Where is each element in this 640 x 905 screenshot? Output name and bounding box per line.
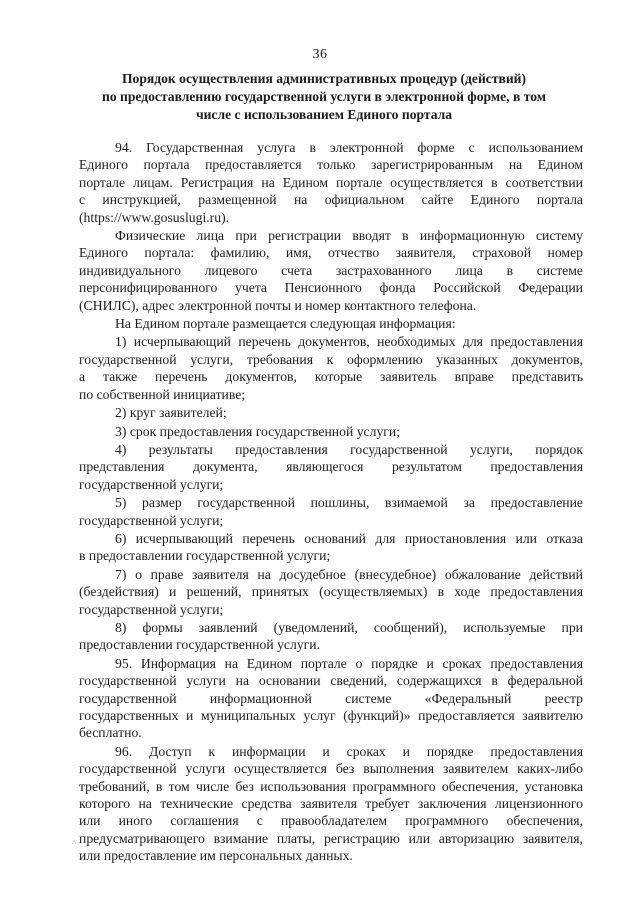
heading-line: Порядок осуществления административных процедур (действий) (121, 71, 527, 86)
text-line: государственной услуги; (79, 476, 224, 492)
document-body (79, 139, 583, 866)
text-line: Единого портала предоставляется только зарегистрированным на Едином (79, 157, 583, 173)
page-number: 36 (312, 47, 328, 62)
text-line: предусматривающего взимание платы, регистрацию или авторизацию заявителя, (79, 830, 583, 846)
paragraph (79, 655, 583, 742)
scan-artifact: ^ (72, 838, 77, 848)
text-line: или иного соглашения с правообладателем программного обеспечения, (79, 813, 583, 829)
paragraph (79, 566, 583, 618)
section-heading (84, 70, 564, 124)
paragraph (79, 404, 583, 421)
text-line: государственной услуги на основании сведений, содержащихся в федеральной (79, 673, 583, 689)
text-line: портале лицам. Регистрация на Едином портале осуществляется в соответствии (79, 174, 583, 190)
text-line: предоставлении государственной услуги. (79, 637, 321, 653)
text-line: 5) размер государственной пошлины, взимаемой за предоставление (115, 495, 583, 511)
text-line: государственной информационной системе «Федеральный реестр (79, 690, 583, 706)
text-line: 3) срок предоставления государственной услуги; (115, 423, 401, 439)
text-line: 8) формы заявлений (уведомлений, сообщений), используемые при (115, 619, 583, 635)
text-line: 1) исчерпывающий перечень документов, необходимых для предоставления (115, 334, 583, 350)
text-line: бесплатно. (79, 725, 142, 741)
text-line: или предоставление им персональных данных. (79, 848, 353, 864)
text-line: требований, в том числе без использования программного обеспечения, установка (79, 778, 583, 794)
text-line: персонифицированного учета Пенсионного фонда Российской Федерации (79, 280, 583, 296)
heading-line: по предоставлению государственной услуги в электронной форме, в том (101, 89, 546, 104)
text-line: Единого портала: фамилию, имя, отчество заявителя, страховой номер (79, 245, 583, 261)
text-line: 96. Доступ к информации и сроках и порядке предоставления (115, 743, 583, 759)
text-line: государственной услуги осуществляется без выполнения заявителем каких-либо (79, 761, 583, 777)
text-line: а также перечень документов, которые заявитель вправе представить (79, 369, 583, 385)
paragraph (79, 333, 583, 403)
text-line: (СНИЛС), адрес электронной почты и номер контактного телефона. (79, 297, 477, 313)
text-line: 4) результаты предоставления государственной услуги, порядок (115, 441, 583, 457)
text-line: государственной услуги; (79, 601, 224, 617)
paragraph (79, 139, 583, 226)
text-line: по собственной инициативе; (79, 386, 246, 402)
text-line: которого на технические средства заявителя требует заключения лицензионного (79, 796, 583, 812)
text-line: 94. Государственная услуга в электронной форме с использованием (115, 140, 583, 155)
paragraph (79, 494, 583, 529)
text-line: государственной услуги; (79, 512, 224, 528)
text-line: государственной услуги, требования к оформлению указанных документов, (79, 351, 583, 367)
paragraph (79, 423, 583, 440)
text-line: 6) исчерпывающий перечень оснований для приостановления или отказа (115, 530, 583, 546)
text-line: На Едином портале размещается следующая информация: (115, 316, 456, 332)
text-line: в предоставлении государственной услуги; (79, 548, 331, 564)
text-line: (бездействия) и решений, принятых (осуществляемых) в ходе предоставления (79, 584, 583, 600)
text-line: 95. Информация на Едином портале о порядке и сроках предоставления (115, 655, 583, 671)
text-line: (https://www.gosuslugi.ru). (79, 209, 230, 225)
heading-line: числе с использованием Единого портала (195, 107, 453, 122)
text-line: индивидуального лицевого счета застрахованного лица в системе (79, 262, 583, 278)
paragraph (79, 619, 583, 654)
text-line: государственных и муниципальных услуг (функций)» предоставляется заявителю (79, 708, 583, 723)
text-line: с инструкцией, размещенной на официальном сайте Единого портала (79, 192, 583, 208)
text-line: Физические лица при регистрации вводят в информационную систему (115, 228, 583, 244)
text-line: 2) круг заявителей; (115, 405, 227, 421)
paragraph (79, 530, 583, 565)
paragraph (79, 441, 583, 493)
paragraph (79, 743, 583, 865)
text-line: 7) о праве заявителя на досудебное (внесудебное) обжалование действий (115, 566, 583, 582)
paragraph (79, 315, 583, 332)
paragraph (79, 227, 583, 314)
text-line: представления документа, являющегося результатом предоставления (79, 459, 583, 475)
